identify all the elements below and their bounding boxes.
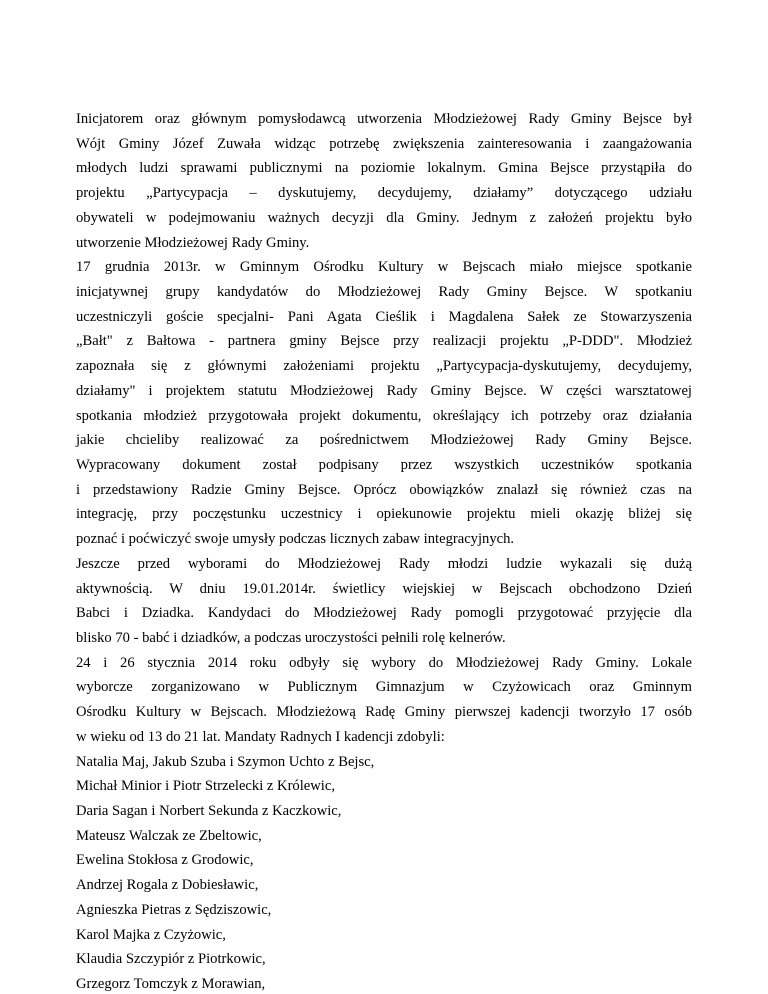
text-line: Inicjatorem oraz głównym pomysłodawcą utworzenia Młodzieżowej Rady Gminy Bejsce był <box>76 111 692 127</box>
text-line: Jeszcze przed wyborami do Młodzieżowej Rady młodzi ludzie wykazali się dużą <box>76 555 692 572</box>
text-line: Wypracowany dokument został podpisany przez wszystkich uczestników spotkania <box>76 457 692 473</box>
text-line: zapoznała się z głównymi założeniami projektu „Partycypacja-dyskutujemy, decydujemy, <box>76 358 692 375</box>
text-line: 17 grudnia 2013r. w Gminnym Ośrodku Kultury w Bejscach miało miejsce spotkanie <box>76 259 692 276</box>
text-line: obywateli w podejmowaniu ważnych decyzji dla Gminy. Jednym z założeń projektu było <box>76 209 692 226</box>
text-line: jakie chcieliby realizować za pośrednictwem Młodzieżowej Rady Gminy Bejsce. <box>76 432 692 449</box>
list-item: Andrzej Rogala z Dobiesławic, <box>76 877 259 894</box>
list-item: Klaudia Szczypiór z Piotrkowic, <box>76 951 266 968</box>
text-line: utworzenie Młodzieżowej Rady Gminy. <box>76 234 310 251</box>
text-line: spotkania młodzież przygotowała projekt dokumentu, określający ich potrzeby oraz działania <box>76 407 692 424</box>
list-item: Mateusz Walczak ze Zbeltowic, <box>76 827 262 844</box>
list-item: Daria Sagan i Norbert Sekunda z Kaczkowic, <box>76 803 342 819</box>
text-line: i przedstawiony Radzie Gminy Bejsce. Oprócz obowiązków znalazł się również czas na <box>76 481 692 498</box>
text-line: młodych ludzi sprawami publicznymi na poziomie lokalnym. Gmina Bejsce przystąpiła do <box>76 160 692 177</box>
text-line: projektu „Partycypacja – dyskutujemy, decydujemy, działamy” dotyczącego udziału <box>76 185 692 202</box>
list-item: Karol Majka z Czyżowic, <box>76 926 226 943</box>
text-line: Babci i Dziadka. Kandydaci do Młodzieżowej Rady pomogli przygotować przyjęcie dla <box>76 605 692 622</box>
list-item: Agnieszka Pietras z Sędziszowic, <box>76 901 272 918</box>
text-line: inicjatywnej grupy kandydatów do Młodzieżowej Rady Gminy Bejsce. W spotkaniu <box>76 284 692 300</box>
text-line: wyborcze zorganizowano w Publicznym Gimnazjum w Czyżowicach oraz Gminnym <box>76 679 692 696</box>
text-line: 24 i 26 stycznia 2014 roku odbyły się wybory do Młodzieżowej Rady Gminy. Lokale <box>76 654 692 671</box>
list-item: Grzegorz Tomczyk z Morawian, <box>76 976 266 992</box>
text-line: Wójt Gminy Józef Zuwała widząc potrzebę zwiększenia zainteresowania i zaangażowania <box>76 135 692 152</box>
list-item: Michał Minior i Piotr Strzelecki z Królewic, <box>76 778 335 795</box>
list-item: Natalia Maj, Jakub Szuba i Szymon Uchto z Bejsc, <box>76 753 375 770</box>
text-line: integrację, przy poczęstunku uczestnicy i opiekunowie projektu mieli okazję bliżej się <box>76 506 692 523</box>
text-line: uczestniczyli goście specjalni- Pani Agata Cieślik i Magdalena Sałek ze Stowarzyszenia <box>76 308 692 325</box>
list-item: Ewelina Stokłosa z Grodowic, <box>76 852 254 869</box>
text-line: Ośrodku Kultury w Bejscach. Młodzieżową Radę Gminy pierwszej kadencji tworzyło 17 osób <box>76 704 692 721</box>
text-line: aktywnością. W dniu 19.01.2014r. świetlicy wiejskiej w Bejscach obchodzono Dzień <box>76 580 692 597</box>
text-line: działamy" i projektem statutu Młodzieżowej Rady Gminy Bejsce. W części warsztatowej <box>76 382 692 399</box>
text-line: blisko 70 - babć i dziadków, a podczas uroczystości pełnili rolę kelnerów. <box>76 630 506 646</box>
text-line: poznać i poćwiczyć swoje umysły podczas licznych zabaw integracyjnych. <box>76 531 515 548</box>
text-line: „Bałt" z Bałtowa - partnera gminy Bejsce przy realizacji projektu „P-DDD". Młodzież <box>76 333 692 350</box>
text-line: w wieku od 13 do 21 lat. Mandaty Radnych I kadencji zdobyli: <box>76 728 445 745</box>
